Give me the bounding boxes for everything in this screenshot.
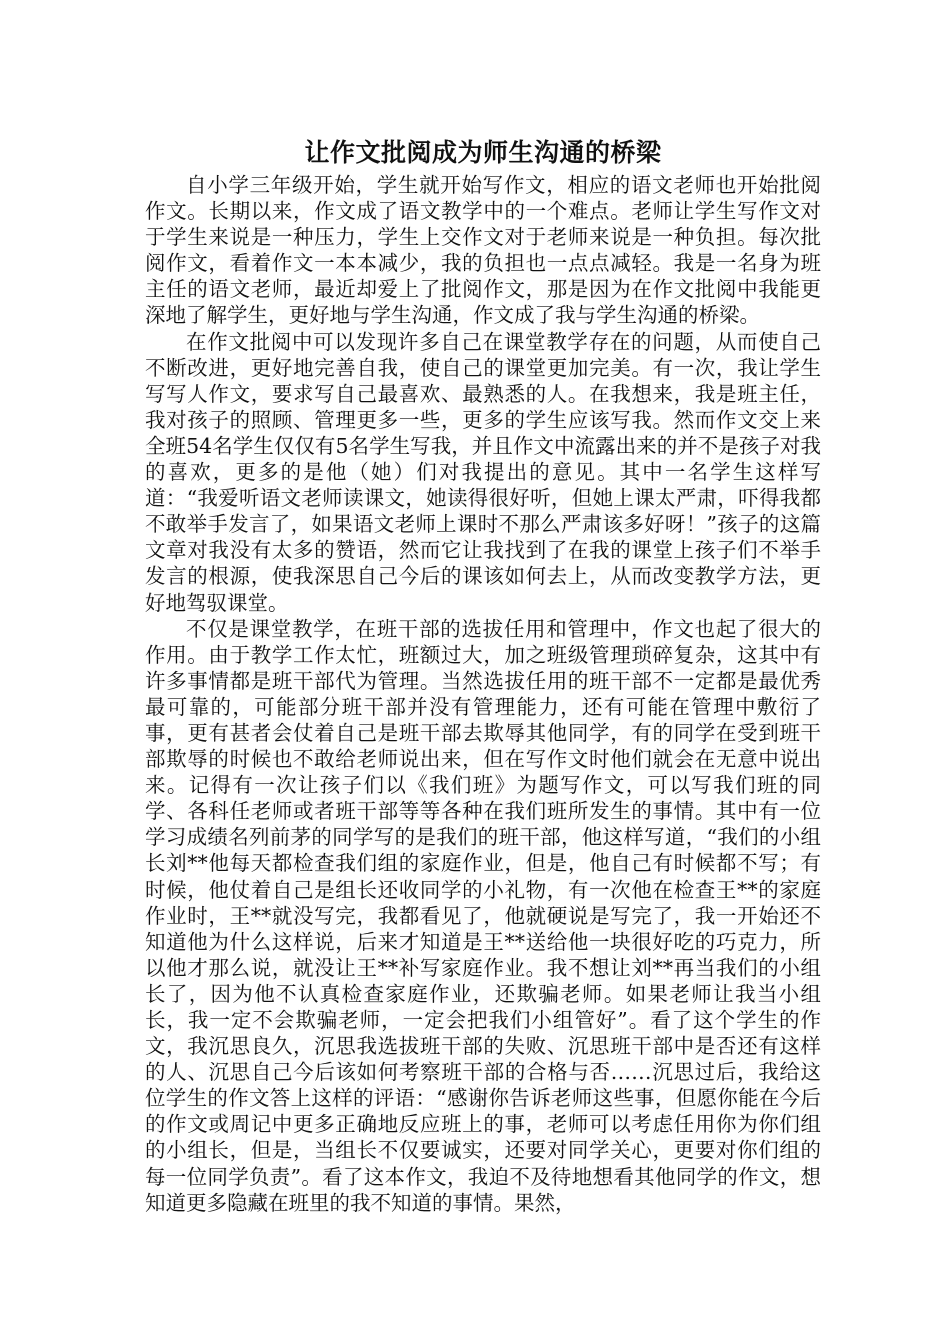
paragraph-1: 自小学三年级开始，学生就开始写作文，相应的语文老师也开始批阅作文。长期以来，作文成了语文教学中的一个难点。老师让学生写作文对于学生来说是一种压力，学生上交作文对于老师来说是一种负担。每次批阅作文，看着作文一本本减少，我的负担也一点点减轻。我是一名身为班主任的语文老师，最近却爱上了批阅作文，那是因为在作文批阅中我能更深地了解学生，更好地与学生沟通，作文成了我与学生沟通的桥梁。: [145, 173, 821, 328]
document-title: 让作文批阅成为师生沟通的桥梁: [304, 138, 662, 167]
paragraph-2: 在作文批阅中可以发现许多自己在课堂教学存在的问题，从而使自己不断改进，更好地完善自我，使自己的课堂更加完美。有一次，我让学生写写人作文，要求写自己最喜欢、最熟悉的人。在我想来，我是班主任，我对孩子的照顾、管理更多一些，更多的学生应该写我。然而作文交上来全班54名学生仅仅有5名学生写我，并且作文中流露出来的并不是孩子对我的喜欢，更多的是他（她）们对我提出的意见。其中一名学生这样写道：“我爱听语文老师读课文，她读得很好听，但她上课太严肃，吓得我都不敢举手发言了，如果语文老师上课时不那么严肃该多好呀！”孩子的这篇文章对我没有太多的赞语，然而它让我找到了在我的课堂上孩子们不举手发言的根源，使我深思自己今后的课该如何去上，从而改变教学方法，更好地驾驭课堂。: [145, 329, 821, 615]
paragraph-3: 不仅是课堂教学，在班干部的选拔任用和管理中，作文也起了很大的作用。由于教学工作太忙，班额过大，加之班级管理琐碎复杂，这其中有许多事情都是班干部代为管理。当然选拔任用的班干部不一定都是最优秀最可靠的，可能部分班干部并没有管理能力，还有可能在管理中敷衍了事，更有甚者会仗着自己是班干部去欺辱其他同学，有的同学在受到班干部欺辱的时候也不敢给老师说出来，但在写作文时他们就会在无意中说出来。记得有一次让孩子们以《我们班》为题写作文，可以写我们班的同学、各科任老师或者班干部等等各种在我们班所发生的事情。其中有一位学习成绩名列前茅的同学写的是我们的班干部，他这样写道，“我们的小组长刘**他每天都检查我们组的家庭作业，但是，他自己有时候都不写；有时候，他仗着自己是组长还收同学的小礼物，有一次他在检查王**的家庭作业时，王**就没写完，我都看见了，他就硬说是写完了，我一开始还不知道他为什么这样说，后来才知道是王**送给他一块很好吃的巧克力，所以他才那么说，就没让王**补写家庭作业。我不想让刘**再当我们的小组长了，因为他不认真检查家庭作业，还欺骗老师。如果老师让我当小组长，我一定不会欺骗老师，一定会把我们小组管好”。看了这个学生的作文，我沉思良久，沉思我选拔班干部的失败、沉思班干部中是否还有这样的人、沉思自己今后该如何考察班干部的合格与否……沉思过后，我给这位学生的作文答上这样的评语：“感谢你告诉老师这些事，但愿你能在今后的作文或周记中更多正确地反应班上的事，老师可以考虑任用你为你们组的小组长，但是，当组长不仅要诚实，还要对同学关心，更要对你们组的每一位同学负责”。看了这本作文，我迫不及待地想看其他同学的作文，想知道更多隐藏在班里的我不知道的事情。果然，: [145, 616, 821, 1215]
document-page: [145, 134, 821, 1216]
